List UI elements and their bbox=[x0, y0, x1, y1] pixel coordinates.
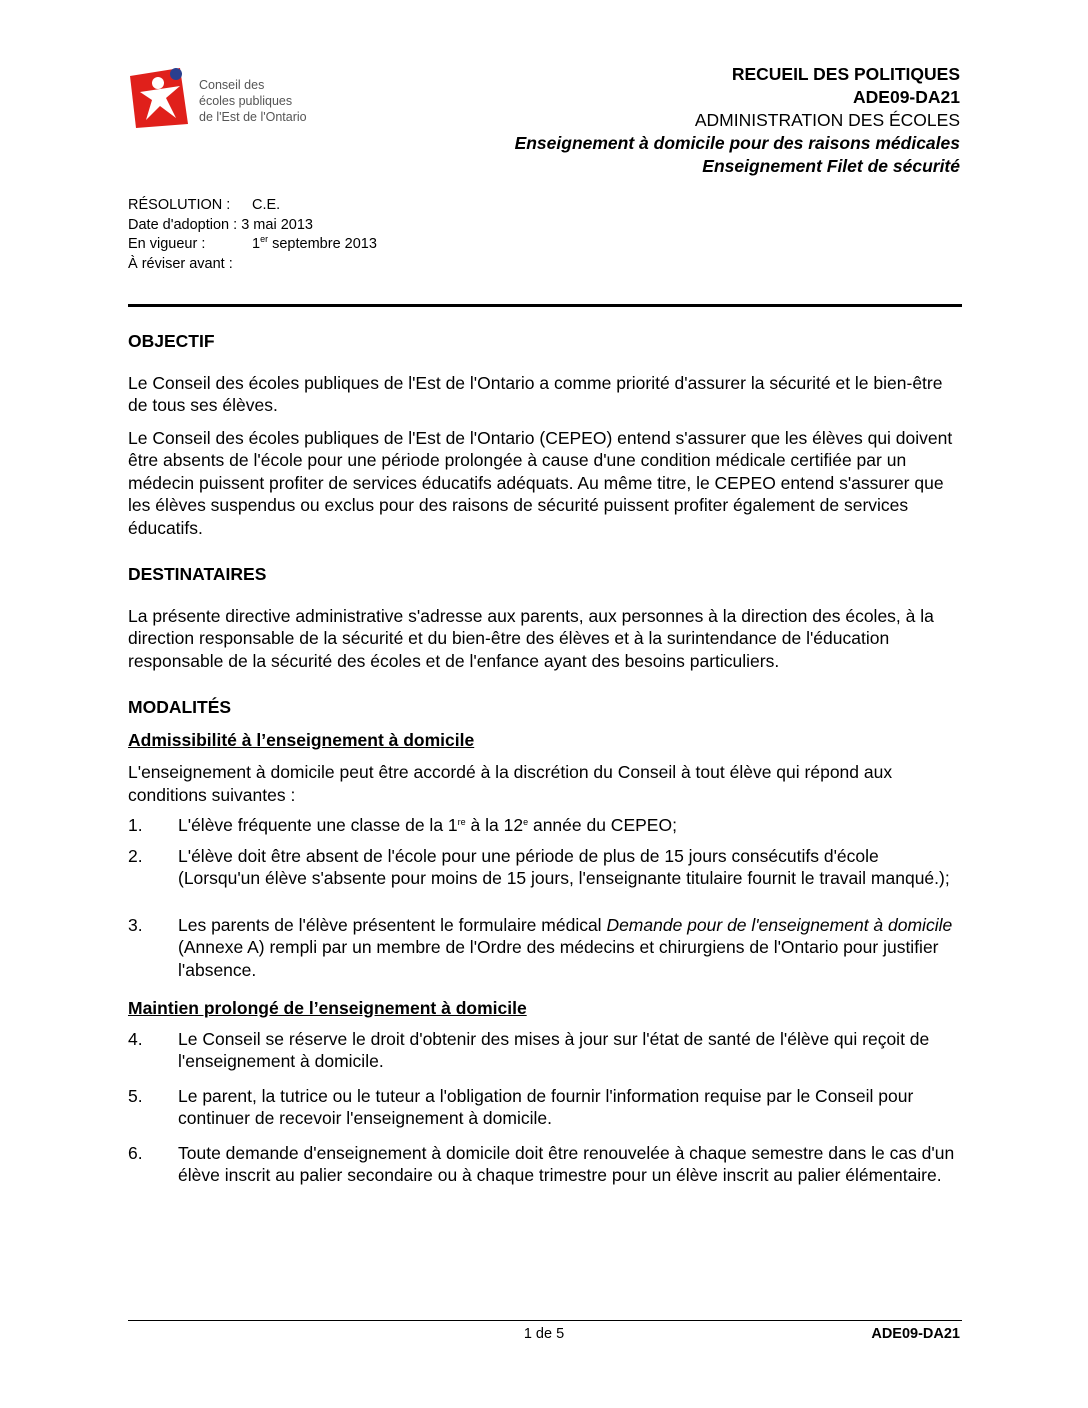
list-item-text bbox=[178, 914, 962, 982]
list-item-text: Toute demande d'enseignement à domicile doit être renouvelée à chaque semestre dans le cas d'un élève inscrit au palier secondaire ou à chaque trimestre pour un élève inscrit au palier élémentaire. bbox=[178, 1142, 955, 1185]
objectif-paragraph-1: Le Conseil des écoles publiques de l'Est de l'Ontario a comme priorité d'assurer la sécurité et le bien-être de tous ses élèves. bbox=[128, 372, 943, 415]
list-item-text-part: L'élève fréquente une classe de la 1 bbox=[178, 815, 458, 835]
admissibilite-subheading: Admissibilité à l’enseignement à domicile bbox=[128, 729, 475, 750]
form-title-italic: Demande pour de l'enseignement à domicile bbox=[606, 914, 953, 935]
list-item-text: Le parent, la tutrice ou le tuteur a l'obligation de fournir l'information requise par le Conseil pour continuer de recevoir l'enseignement à domicile. bbox=[178, 1085, 914, 1128]
adoption-value: 3 mai 2013 bbox=[241, 216, 313, 233]
resolution-row bbox=[128, 196, 377, 216]
modalites-heading: MODALITÉS bbox=[128, 697, 232, 717]
vigueur-day: 1 bbox=[252, 236, 261, 252]
objectif-paragraph-2: Le Conseil des écoles publiques de l'Est de l'Ontario (CEPEO) entend s'assurer que les élèves qui doivent être absents de l'école pour une période prolongée à cause d'une condition médicale certifiée par un médecin puissent profiter de services éducatifs adéquats. Au même titre, le CEPEO entend s'assurer que les élèves suspendus ou exclus pour des raisons de sécurité puissent profiter également de services éducatifs. bbox=[128, 427, 953, 538]
vigueur-label: En vigueur : bbox=[128, 236, 206, 252]
document-subtitle-1: Enseignement à domicile pour des raisons médicales bbox=[514, 133, 960, 153]
logo-line-1: Conseil des bbox=[199, 78, 265, 92]
list-item-text-part: année du CEPEO; bbox=[528, 815, 677, 835]
resolution-label: RÉSOLUTION : bbox=[128, 197, 231, 213]
list-item-number: 5. bbox=[128, 1085, 143, 1106]
resolution-value: C.E. bbox=[252, 197, 281, 213]
list-item-number: 2. bbox=[128, 845, 143, 866]
list-item-text-part: Les parents de l'élève présentent le formulaire médical bbox=[178, 914, 607, 935]
list-item-4 bbox=[128, 1028, 962, 1073]
list-item-1 bbox=[128, 814, 962, 837]
footer-divider bbox=[128, 1320, 962, 1321]
destinataires-paragraph: La présente directive administrative s'adresse aux parents, aux personnes à la direction des écoles, à la direction responsable de la sécurité et du bien-être des élèves et à la surintendance de l'éducation responsable de la sécurité des écoles et de l'enfance ayant des besoins particuliers. bbox=[128, 605, 934, 671]
document-header bbox=[515, 63, 960, 178]
adoption-label: Date d'adoption : bbox=[128, 216, 238, 233]
ordinal-sup: e bbox=[523, 817, 529, 827]
vigueur-row bbox=[128, 235, 377, 255]
list-item-number: 1. bbox=[128, 815, 143, 835]
vigueur-value bbox=[252, 235, 377, 255]
list-item-text-part: à la 12 bbox=[465, 815, 524, 835]
footer-document-code: ADE09-DA21 bbox=[871, 1326, 960, 1342]
list-item-text-part: (Annexe A) rempli par un membre de l'Ordre des médecins et chirurgiens de l'Ontario pour justifier l'absence. bbox=[178, 914, 958, 980]
list-item-number: 4. bbox=[128, 1028, 143, 1049]
document-code: ADE09-DA21 bbox=[853, 87, 960, 107]
list-item-text bbox=[178, 814, 962, 837]
logo-line-2: écoles publiques bbox=[199, 94, 293, 108]
page-number: 1 de 5 bbox=[523, 1326, 565, 1342]
list-item-number: 6. bbox=[128, 1142, 143, 1163]
vigueur-sup: er bbox=[260, 234, 269, 244]
list-item-text: L'élève doit être absent de l'école pour une période de plus de 15 jours consécutifs d'école (Lorsqu'un élève s'absente pour moins de 15 jours, l'enseignante titulaire fournit le travail manqué.); bbox=[178, 845, 950, 888]
admissibilite-intro: L'enseignement à domicile peut être accordé à la discrétion du Conseil à tout élève qui répond aux conditions suivantes : bbox=[128, 762, 893, 805]
maintien-subheading: Maintien prolongé de l’enseignement à domicile bbox=[128, 998, 527, 1018]
document-metadata bbox=[128, 196, 377, 274]
document-subtitle-2: Enseignement Filet de sécurité bbox=[702, 156, 960, 176]
adoption-row bbox=[128, 216, 377, 236]
logo-line-3: de l'Est de l'Ontario bbox=[199, 110, 307, 124]
reviser-label: À réviser avant : bbox=[128, 255, 233, 272]
vigueur-rest: septembre 2013 bbox=[268, 236, 377, 252]
list-item-2 bbox=[128, 845, 962, 890]
objectif-heading: OBJECTIF bbox=[128, 331, 215, 351]
destinataires-heading: DESTINATAIRES bbox=[128, 564, 267, 584]
document-section: ADMINISTRATION DES ÉCOLES bbox=[694, 110, 960, 130]
ordinal-sup: re bbox=[457, 817, 466, 827]
list-item-number: 3. bbox=[128, 914, 143, 935]
logo-text bbox=[199, 77, 307, 125]
list-item-text: Le Conseil se réserve le droit d'obtenir des mises à jour sur l'état de santé de l'élève qui reçoit de l'enseignement à domicile. bbox=[178, 1028, 930, 1071]
header-divider bbox=[128, 304, 962, 307]
list-item-5 bbox=[128, 1085, 962, 1130]
list-item-3 bbox=[128, 914, 962, 982]
reviser-row bbox=[128, 255, 377, 275]
cepeo-logo-icon bbox=[128, 66, 194, 130]
logo bbox=[128, 66, 328, 130]
list-item-6 bbox=[128, 1142, 962, 1187]
document-title: RECUEIL DES POLITIQUES bbox=[731, 64, 960, 84]
document-body bbox=[128, 330, 962, 1187]
